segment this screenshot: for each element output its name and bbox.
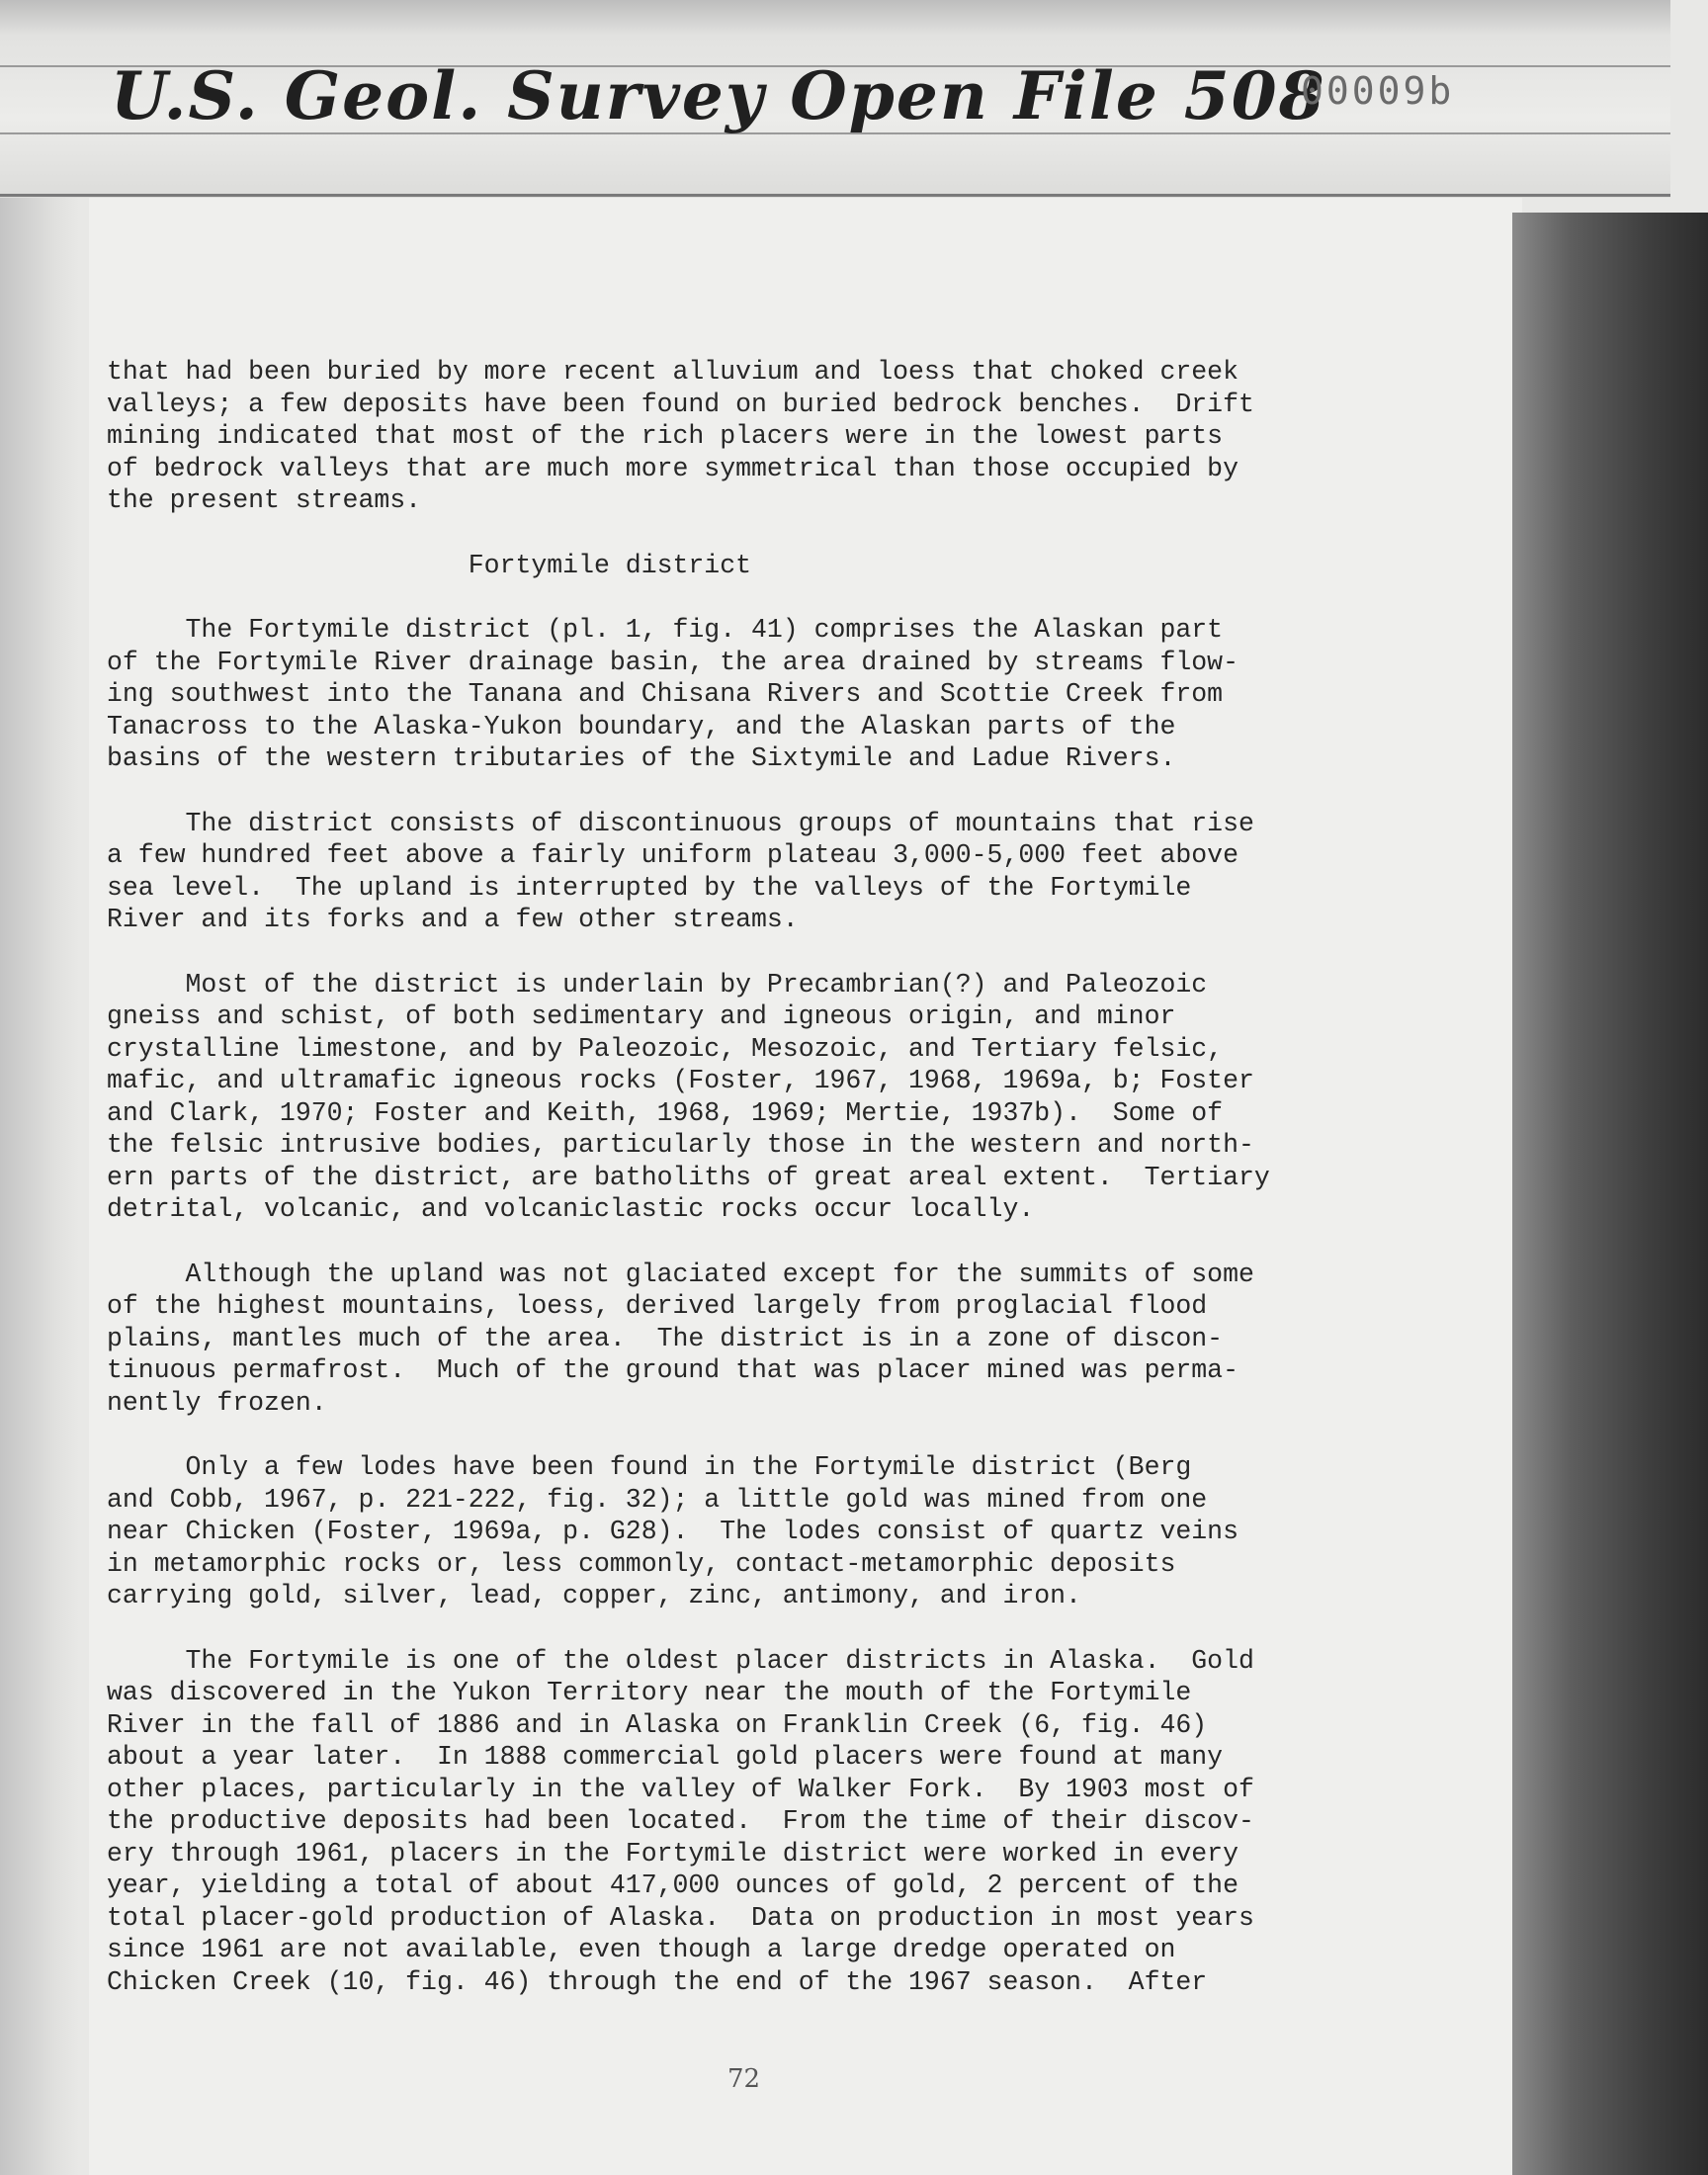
left-edge-shadow [0, 198, 79, 2175]
page-number: 72 [727, 2064, 761, 2094]
document-body [107, 356, 1332, 2031]
paragraph-topography: The district consists of discontinuous groups of mountains that rise a few hundred feet above a fairly uniform plateau 3,000-5,000 feet above sea level. The upland is interrupted by the valleys of the Fortymile River and its forks and a few other streams. [107, 808, 1254, 934]
paragraph-history: The Fortymile is one of the oldest placer districts in Alaska. Gold was discovered in the Yukon Territory near the mouth of the Fortymile River in the fall of 1886 and in Alaska on Franklin Creek (6, fig. 46) about a year later. In 1888 commercial gold placers were found at many other places, particularly in the valley of Walker Fork. By 1903 most of the productive deposits had been located. From the time of their discov- ery through 1961, placers in the Fortymile district were worked in every year, yielding a total of about 417,000 ounces of gold, 2 percent of the total placer-gold production of Alaska. Data on production in most years since 1961 are not available, even though a large dredge operated on Chicken Creek (10, fig. 46) through the end of the 1967 season. After [107, 1645, 1254, 1997]
paragraph-district-extent: The Fortymile district (pl. 1, fig. 41) comprises the Alaskan part of the Fortymile River drainage basin, the area drained by streams flow- ing southwest into the Tanana and Chisana Rivers and Scottie Creek from Tanacross to the Alaska-Yukon boundary, and the Alaskan parts of the basins of the western tributaries of the Sixtymile and Ladue Rivers. [107, 615, 1238, 773]
section-heading: Fortymile district [107, 550, 752, 580]
stamp-number: 00009b [1301, 69, 1455, 113]
paragraph-lodes: Only a few lodes have been found in the Fortymile district (Berg and Cobb, 1967, p. 221-222, fig. 32); a little gold was mined from one near Chicken (Foster, 1969a, p. G28). The lodes consist of quartz veins in metamorphic rocks or, less commonly, contact-metamorphic deposits carrying gold, silver, lead, copper, zinc, antimony, and iron. [107, 1452, 1238, 1610]
paragraph-geology: Most of the district is underlain by Precambrian(?) and Paleozoic gneiss and schist, of both sedimentary and igneous origin, and minor crystalline limestone, and by Paleozoic, Mesozoic, and Tertiary felsic, mafic, and ultramafic igneous rocks (Foster, 1967, 1968, 1969a, b; Foster and Clark, 1970; Foster and Keith, 1968, 1969; Mertie, 1937b). Some of the felsic intrusive bodies, particularly those in the western and north- ern parts of the district, are batholiths of great areal extent. Tertiary detrital, volcanic, and volcaniclastic rocks occur locally. [107, 969, 1270, 1224]
paragraph-continuation: that had been buried by more recent alluvium and loess that choked creek valleys; a few deposits have been found on buried bedrock benches. Drift mining indicated that most of the rich placers were in the lowest parts of bedrock valleys that are much more symmetrical than those occupied by the present streams. [107, 357, 1254, 515]
right-dark-margin [1512, 213, 1708, 2175]
header-label-strip [0, 0, 1670, 198]
paragraph-glaciation: Although the upland was not glaciated except for the summits of some of the highest mountains, loess, derived largely from proglacial flood plains, mantles much of the area. The district is in a zone of discon- tinuous permafrost. Much of the ground that was placer mined was perma- nently frozen. [107, 1259, 1254, 1418]
handwritten-title: U.S. Geol. Survey Open File 508 [111, 57, 1326, 134]
header-rule-3 [0, 194, 1670, 197]
